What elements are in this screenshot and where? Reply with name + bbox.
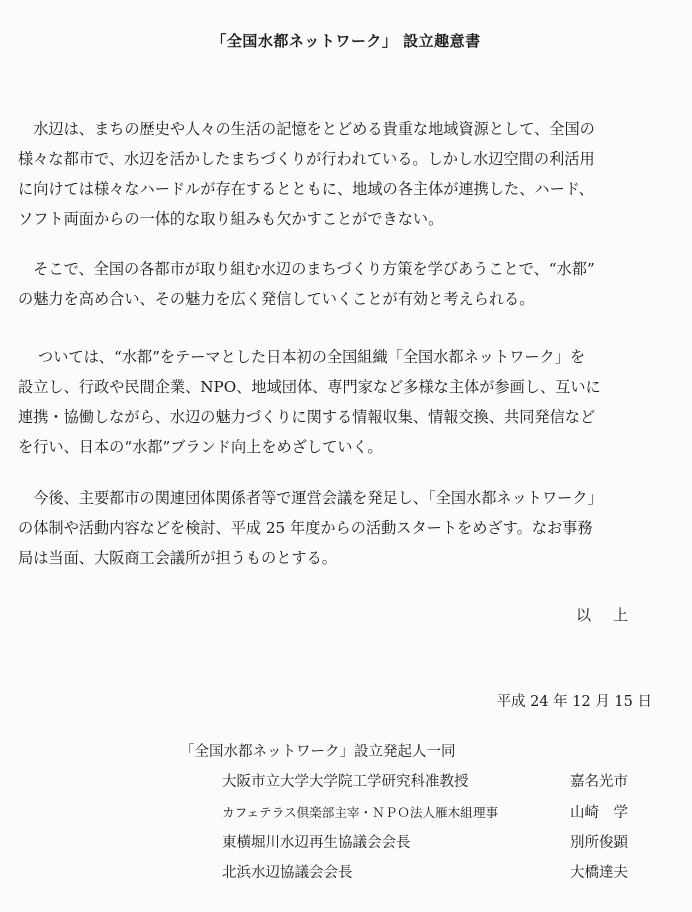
- founder-name: 別所俊顕: [570, 835, 628, 851]
- document-date: 平成 24 年 12 月 15 日: [496, 694, 652, 710]
- paragraph-line: ついては、“水都”をテーマとした日本初の全国組織「全国水都ネットワーク」を: [18, 348, 586, 366]
- paragraph-line: 様々な都市で、水辺を活かしたまちづくりが行われている。しかし水辺空間の利活用: [18, 150, 595, 168]
- paragraph-line: 水辺は、まちの歴史や人々の生活の記憶をとどめる貴重な地域資源として、全国の: [18, 120, 595, 138]
- paragraph-1: [18, 114, 668, 234]
- paragraph-line: 連携・協働しながら、水辺の魅力づくりに関する情報収集、情報交換、共同発信など: [18, 408, 596, 426]
- founder-name: 山崎 学: [570, 805, 628, 821]
- paragraph-line: の体制や活動内容などを検討、平成 25 年度からの活動スタートをめざす。なお事務: [18, 519, 593, 537]
- founder-organization: 北浜水辺協議会会長: [222, 865, 353, 881]
- founder-organization: カフェテラス倶楽部主宰・ＮＰＯ法人雁木組理事: [222, 805, 499, 820]
- paragraph-line: そこで、全国の各都市が取り組む水辺のまちづくり方策を学びあうことで、“水都”: [18, 260, 595, 278]
- founder-name: 嘉名光市: [570, 774, 628, 790]
- closing-mark: 以上: [575, 606, 650, 624]
- paragraph-line: を行い、日本の“水都”ブランド向上をめざしていく。: [18, 438, 383, 456]
- paragraph-line: の魅力を高め合い、その魅力を広く発信していくことが有効と考えられる。: [18, 290, 535, 308]
- founder-organization: 東横堀川水辺再生協議会会長: [222, 835, 411, 851]
- founder-name: 大橋達夫: [570, 865, 628, 881]
- founder-organization: 大阪市立大学大学院工学研究科准教授: [222, 774, 469, 790]
- paragraph-line: に向けては様々なハードルが存在するとともに、地域の各主体が連携した、ハード、: [18, 180, 594, 198]
- paragraph-line: 設立し、行政や民間企業、NPO、地域団体、専門家など多様な主体が参画し、互いに: [18, 378, 601, 396]
- paragraph-line: 今後、主要都市の関連団体関係者等で運営会議を発足し、「全国水都ネットワーク」: [18, 489, 603, 507]
- founders-heading: 「全国水都ネットワーク」設立発起人一同: [180, 744, 456, 760]
- paragraph-4: [18, 483, 668, 573]
- paragraph-2: [18, 254, 668, 314]
- paragraph-3: [18, 342, 668, 462]
- paragraph-line: 局は当面、大阪商工会議所が担うものとする。: [18, 549, 337, 567]
- document-title: 「全国水都ネットワーク」 設立趣意書: [211, 32, 481, 50]
- paragraph-line: ソフト両面からの一体的な取り組みも欠かすことができない。: [18, 210, 444, 228]
